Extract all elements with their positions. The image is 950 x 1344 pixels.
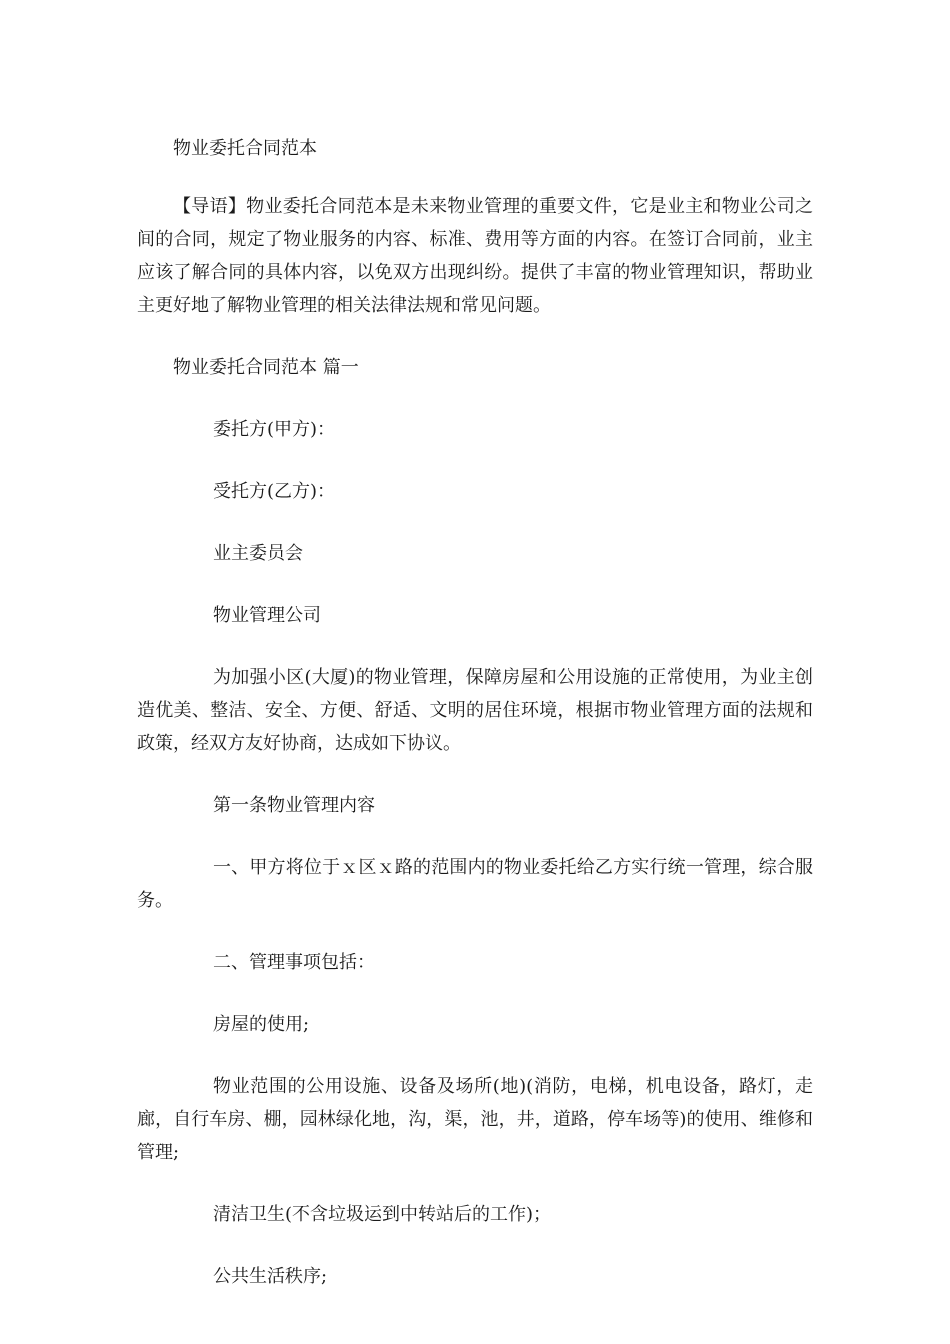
intro-paragraph: 【导语】物业委托合同范本是未来物业管理的重要文件，它是业主和物业公司之间的合同，规定了物业服务的内容、标准、费用等方面的内容。在签订合同前，业主应该了解合同的具体内容，以免双方出现纠纷。提供了丰富的物业管理知识，帮助业主更好地了解物业管理的相关法律法规和常见问题。 bbox=[137, 196, 813, 316]
item-public-order: 公共生活秩序; bbox=[213, 1266, 328, 1287]
item-house-use: 房屋的使用; bbox=[213, 1014, 310, 1035]
owners-committee-line: 业主委员会 bbox=[213, 543, 303, 564]
item-facilities: 物业范围的公用设施、设备及场所(地)(消防，电梯，机电设备，路灯，走廊，自行车房、棚，园林绿化地，沟，渠，池，井，道路，停车场等)的使用、维修和管理; bbox=[137, 1076, 813, 1163]
party-b-line: 受托方(乙方)： bbox=[213, 481, 336, 502]
preamble-paragraph: 为加强小区(大厦)的物业管理，保障房屋和公用设施的正常使用，为业主创造优美、整洁、安全、方便、舒适、文明的居住环境，根据市物业管理方面的法规和政策，经双方友好协商，达成如下协议。 bbox=[137, 667, 813, 754]
article-1-item-2: 二、管理事项包括： bbox=[213, 952, 375, 973]
section-title: 物业委托合同范本 篇一 bbox=[173, 357, 359, 378]
document-body bbox=[137, 132, 813, 1322]
party-a-line: 委托方(甲方)： bbox=[213, 419, 336, 440]
item-cleaning: 清洁卫生(不含垃圾运到中转站后的工作)； bbox=[213, 1204, 552, 1225]
document-title: 物业委托合同范本 bbox=[173, 138, 317, 159]
article-1-item-1: 一、甲方将位于ｘ区ｘ路的范围内的物业委托给乙方实行统一管理，综合服务。 bbox=[137, 857, 813, 911]
article-1-title: 第一条物业管理内容 bbox=[213, 795, 375, 816]
property-company-line: 物业管理公司 bbox=[213, 605, 321, 626]
